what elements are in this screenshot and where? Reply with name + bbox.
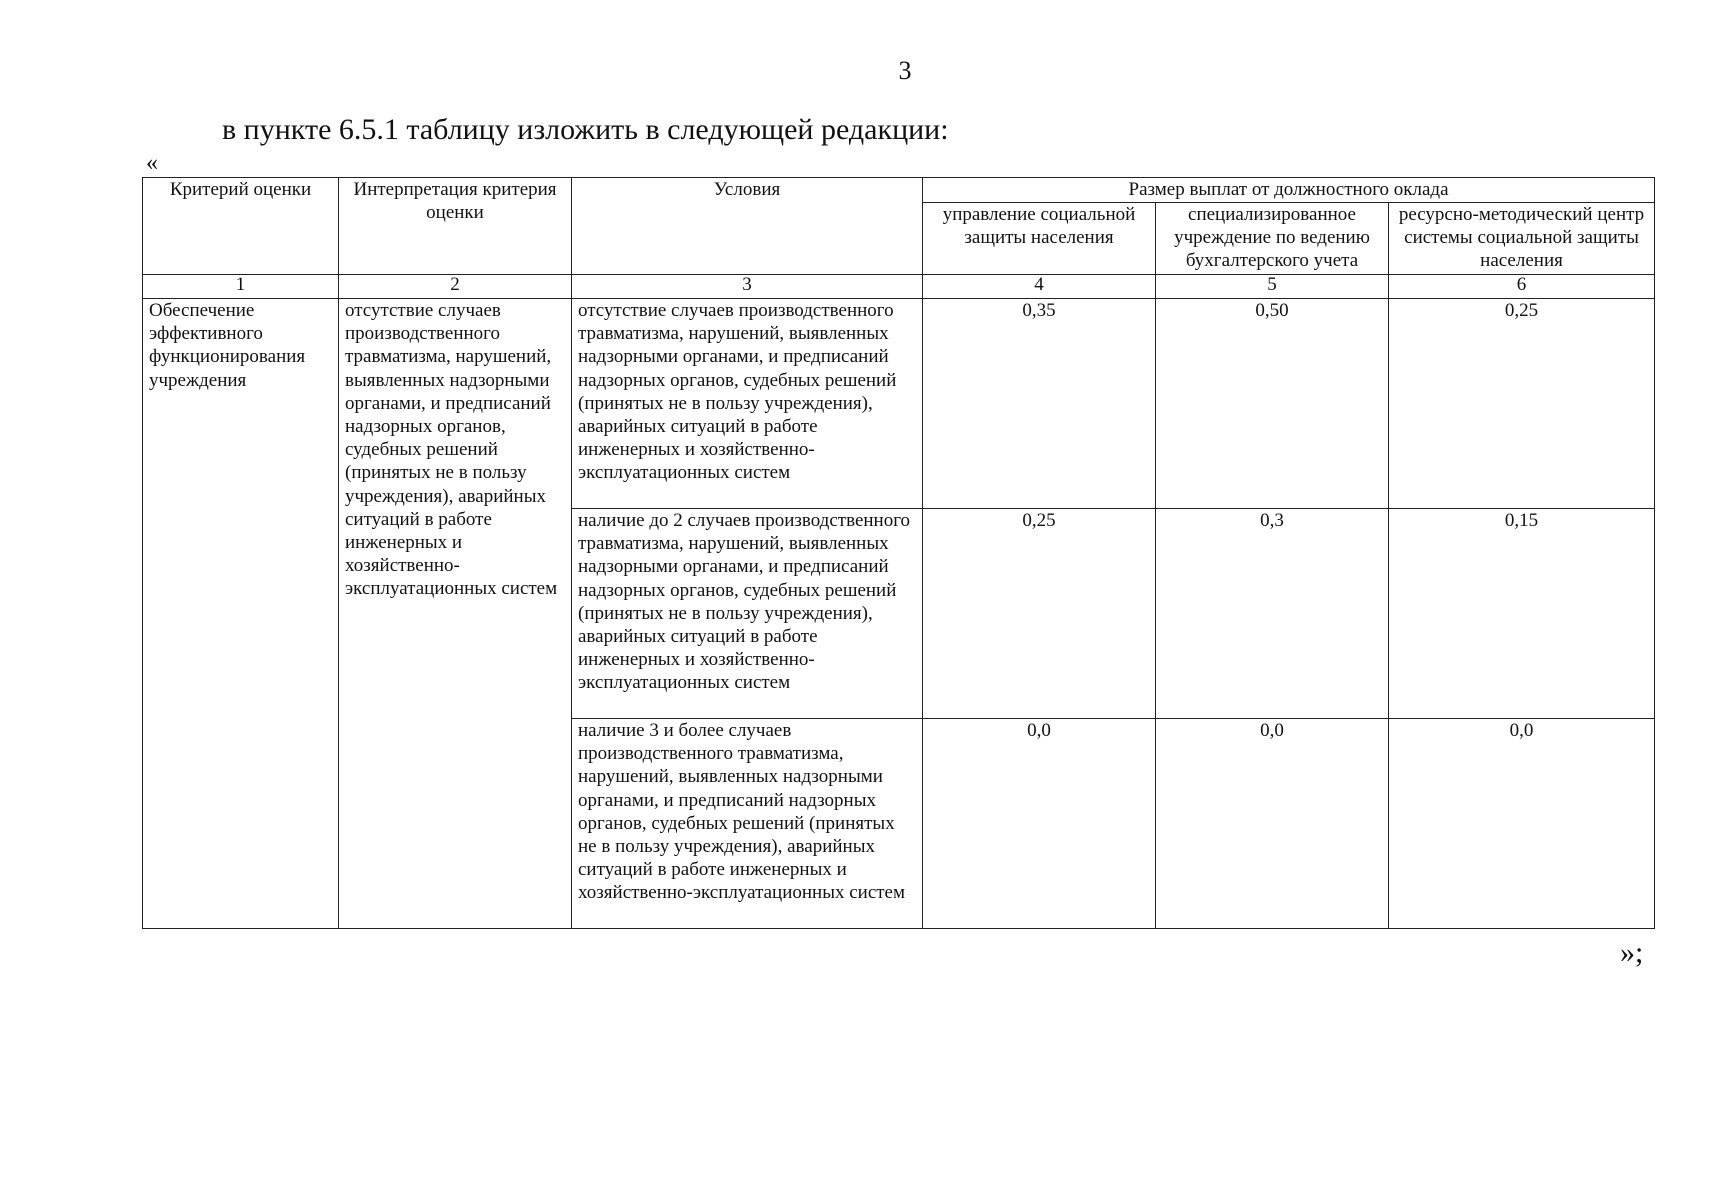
intro-text: в пункте 6.5.1 таблицу изложить в следующей редакции: [222,113,949,146]
header-row-1 [143,178,1655,203]
value-col5: 0,0 [1156,719,1389,929]
criterion-cell: Обеспечение эффективного функционирования учреждения [143,299,339,929]
condition-cell: отсутствие случаев производственного травматизма, нарушений, выявленных надзорными органами, и предписаний надзорных органов, судебных решений (принятых не в пользу учреждения), аварийных ситуаций в работе инженерных и хозяйственно-эксплуатационных систем [572,299,923,509]
header-col4: управление социальной защиты населения [923,203,1156,275]
value-col5: 0,3 [1156,509,1389,719]
header-col6: ресурсно-методический центр системы социальной защиты населения [1389,203,1655,275]
value-col4: 0,0 [923,719,1156,929]
column-number: 6 [1389,275,1655,299]
column-number: 2 [339,275,572,299]
open-quote: « [146,150,158,176]
header-conditions: Условия [572,178,923,275]
value-col6: 0,0 [1389,719,1655,929]
interpretation-cell: отсутствие случаев производственного травматизма, нарушений, выявленных надзорными органами, и предписаний надзорных органов, судебных решений (принятых не в пользу учреждения), аварийных ситуаций в работе инженерных и хозяйственно-эксплуатационных систем [339,299,572,929]
column-number-row [143,275,1655,299]
value-col5: 0,50 [1156,299,1389,509]
value-col6: 0,15 [1389,509,1655,719]
payment-criteria-table [142,177,1655,929]
condition-cell: наличие до 2 случаев производственного травматизма, нарушений, выявленных надзорными органами, и предписаний надзорных органов, судебных решений (принятых не в пользу учреждения), аварийных ситуаций в работе инженерных и хозяйственно-эксплуатационных систем [572,509,923,719]
header-interpretation: Интерпретация критерия оценки [339,178,572,275]
header-col5: специализированное учреждение по ведению бухгалтерского учета [1156,203,1389,275]
header-criterion: Критерий оценки [143,178,339,275]
value-col6: 0,25 [1389,299,1655,509]
condition-cell: наличие 3 и более случаев производственного травматизма, нарушений, выявленных надзорными органами, и предписаний надзорных органов, судебных решений (принятых не в пользу учреждения), аварийных ситуаций в работе инженерных и хозяйственно-эксплуатационных систем [572,719,923,929]
column-number: 1 [143,275,339,299]
header-payment-group: Размер выплат от должностного оклада [923,178,1655,203]
value-col4: 0,35 [923,299,1156,509]
column-number: 4 [923,275,1156,299]
column-number: 5 [1156,275,1389,299]
column-number: 3 [572,275,923,299]
page-number: 3 [898,56,912,85]
close-quote: »; [1620,936,1644,969]
table-row [143,299,1655,509]
value-col4: 0,25 [923,509,1156,719]
